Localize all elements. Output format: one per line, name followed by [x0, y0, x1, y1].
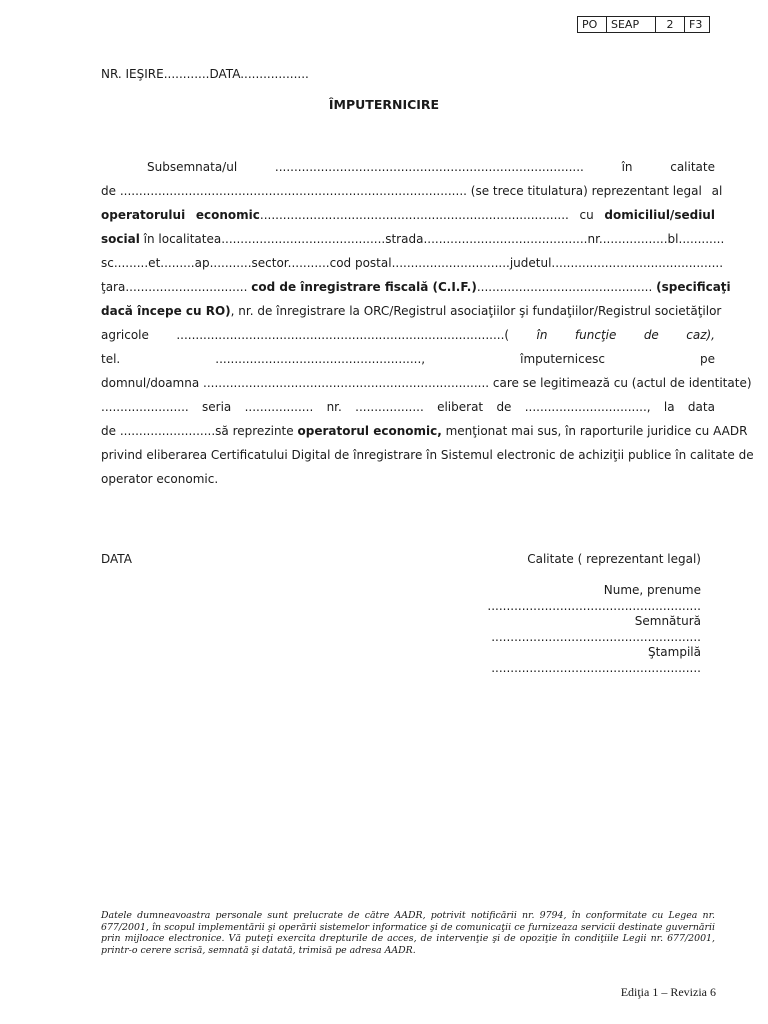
- body-line-4: social în localitatea...........................................strada...........................................nr..................bl............: [101, 232, 725, 246]
- body-line-3: operatorului economic................................................................................. cu domiciliul/sediul: [101, 208, 715, 222]
- body-line-5: sc.........et.........ap...........sector...........cod postal...............................judetul.............................................: [101, 256, 724, 270]
- code-cell-number: 2: [656, 17, 685, 33]
- body-line-8: agricole ......................................................................................( în funcţie de caz),: [101, 328, 715, 342]
- signature-label: Semnătură: [634, 614, 701, 628]
- code-cell-po: PO: [578, 17, 607, 33]
- stamp-dots: .......................................................: [491, 661, 701, 675]
- body-line-9: tel. ......................................................, împuternicesc pe: [101, 352, 715, 366]
- stamp-label: Ştampilă: [647, 645, 701, 659]
- body-line-11: ....................... seria .................. nr. .................. eliberat de ................................, la data: [101, 400, 715, 414]
- body-line-6: ţara................................ cod de înregistrare fiscală (C.I.F.).............................................. (specificaţi: [101, 280, 731, 294]
- body-line-10: domnul/doamna ........................................................................... care se legitimează cu (actul de identitate): [101, 376, 752, 390]
- body-line-12: de .........................să reprezinte operatorul economic, menţionat mai sus, în raporturile juridice cu AADR: [101, 424, 748, 438]
- date-label: DATA: [101, 552, 132, 566]
- document-title: ÎMPUTERNICIRE: [328, 97, 440, 112]
- signature-dots: .......................................................: [491, 630, 701, 644]
- role-label: Calitate ( reprezentant legal): [527, 552, 701, 566]
- body-line-14: operator economic.: [101, 472, 219, 486]
- body-line-7: dacă începe cu RO), nr. de înregistrare la ORC/Registrul asociaţiilor şi fundaţiilor/Registrul societăţilor: [101, 304, 722, 318]
- name-dots: ........................................................: [487, 599, 701, 613]
- body-line-1: Subsemnata/ul ................................................................................. în calitate: [147, 160, 715, 174]
- name-label: Nume, prenume: [603, 583, 701, 597]
- exit-number-date-line: NR. IEŞIRE............DATA..................: [101, 67, 309, 81]
- form-code-table: [577, 16, 710, 33]
- code-cell-seap: SEAP: [607, 17, 656, 33]
- code-cell-form: F3: [685, 17, 710, 33]
- data-protection-footnote: Datele dumneavoastra personale sunt prelucrate de către AADR, potrivit notificării nr. 9794, în conformitate cu Legea nr. 677/2001, în scopul implementării şi operării sistemelor informatice şi de comunicaţii ce furnizeaza servicii destinate guvernării prin mijloace electronice. Vă puteţi exercita drepturile de acces, de intervenţie şi de opoziţie în condiţiile Legii nr. 677/2001, printr-o cerere scrisă, semnată şi datată, trimisă pe adresa AADR.: [101, 910, 715, 956]
- body-line-2: de ........................................................................................... (se trece titulatura) reprezentant legal al: [101, 184, 723, 198]
- body-line-13: privind eliberarea Certificatului Digital de înregistrare în Sistemul electronic de achiziţii publice în calitate de: [101, 448, 754, 462]
- edition-revision: Ediţia 1 – Revizia 6: [620, 985, 716, 999]
